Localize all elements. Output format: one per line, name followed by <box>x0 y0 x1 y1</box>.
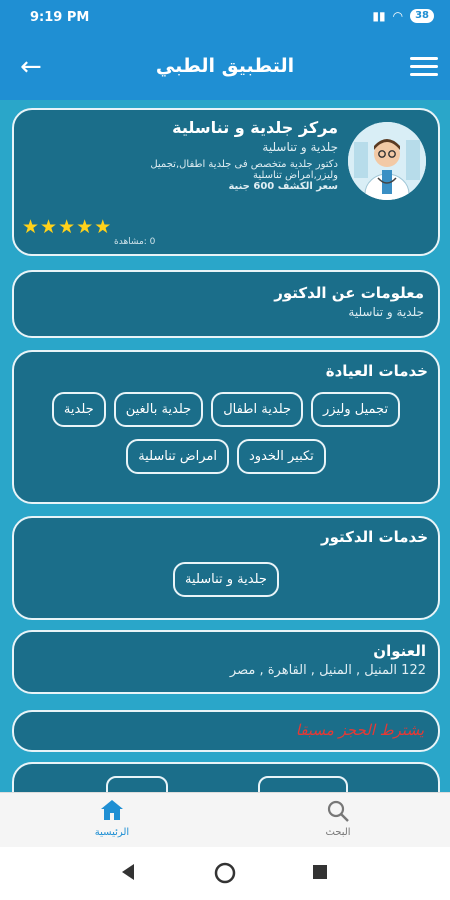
address-title: العنوان <box>373 642 426 660</box>
nav-search-label: البحث <box>325 827 351 838</box>
search-icon <box>326 799 350 823</box>
doctor-specialty: جلدية و تناسلية <box>262 140 338 154</box>
app-title: التطبيق الطبي <box>155 55 295 77</box>
doctor-description-line2: وليزر,امراض تناسلية <box>252 170 338 181</box>
star-icon: ★ <box>58 216 77 238</box>
recents-square-icon[interactable] <box>312 864 328 880</box>
rating-stars <box>22 216 112 238</box>
menu-icon[interactable] <box>410 57 438 79</box>
pill-partial[interactable] <box>106 776 168 792</box>
doctor-profile-card[interactable] <box>12 108 440 256</box>
bottom-navigation <box>0 792 450 847</box>
signal-icon: ▮▮ <box>372 9 386 23</box>
clinic-services-list <box>24 386 428 480</box>
booking-notice-text: يشترط الحجز مسبقا <box>295 721 424 739</box>
back-triangle-icon[interactable] <box>120 863 136 881</box>
doctor-description-line1: دكتور جلدية متخصص فى جلدية اطفال,تجميل <box>150 159 338 170</box>
about-doctor-card <box>12 270 440 338</box>
pill-partial[interactable] <box>258 776 348 792</box>
views-count: 0 :مشاهدة <box>114 237 156 247</box>
doctor-services-card <box>12 516 440 620</box>
star-icon: ★ <box>40 216 59 238</box>
nav-home-label: الرئيسية <box>94 827 130 838</box>
consultation-fee: سعر الكشف 600 جنية <box>228 181 338 192</box>
system-navigation-bar <box>0 847 450 900</box>
status-bar <box>0 0 450 37</box>
service-pill[interactable]: امراض تناسلية <box>126 439 229 474</box>
address-text: 122 المنيل , المنيل , القاهرة , مصر <box>229 663 426 678</box>
doctor-services-title: خدمات الدكتور <box>320 528 428 546</box>
clinic-services-card <box>12 350 440 504</box>
app-bar <box>0 37 450 100</box>
nav-home[interactable] <box>72 799 152 838</box>
star-icon: ★ <box>22 216 41 238</box>
star-icon: ★ <box>94 216 113 238</box>
wifi-icon: ◠ <box>392 9 404 23</box>
service-pill[interactable]: تجميل وليزر <box>311 392 400 427</box>
status-icons <box>372 9 434 23</box>
main-content[interactable] <box>0 100 450 792</box>
about-text: جلدية و تناسلية <box>348 305 424 319</box>
address-card <box>12 630 440 694</box>
about-title: معلومات عن الدكتور <box>274 284 424 302</box>
home-circle-icon[interactable] <box>214 862 236 884</box>
doctor-name: مركز جلدية و تناسلية <box>172 118 338 137</box>
doctor-services-list <box>24 556 428 603</box>
service-pill[interactable]: تكبير الخدود <box>237 439 326 474</box>
home-icon <box>100 799 124 821</box>
status-time: 9:19 PM <box>30 10 90 25</box>
next-card-partial <box>12 762 440 792</box>
clinic-services-title: خدمات العيادة <box>325 362 428 380</box>
battery-icon: 38 <box>410 9 434 23</box>
back-arrow-icon[interactable]: ← <box>20 52 42 82</box>
service-pill[interactable]: جلدية <box>52 392 106 427</box>
service-pill[interactable]: جلدية بالغين <box>114 392 204 427</box>
doctor-avatar <box>348 122 426 200</box>
star-icon: ★ <box>76 216 95 238</box>
service-pill[interactable]: جلدية اطفال <box>211 392 303 427</box>
booking-notice-card <box>12 710 440 752</box>
nav-search[interactable] <box>298 799 378 838</box>
service-pill[interactable]: جلدية و تناسلية <box>173 562 279 597</box>
